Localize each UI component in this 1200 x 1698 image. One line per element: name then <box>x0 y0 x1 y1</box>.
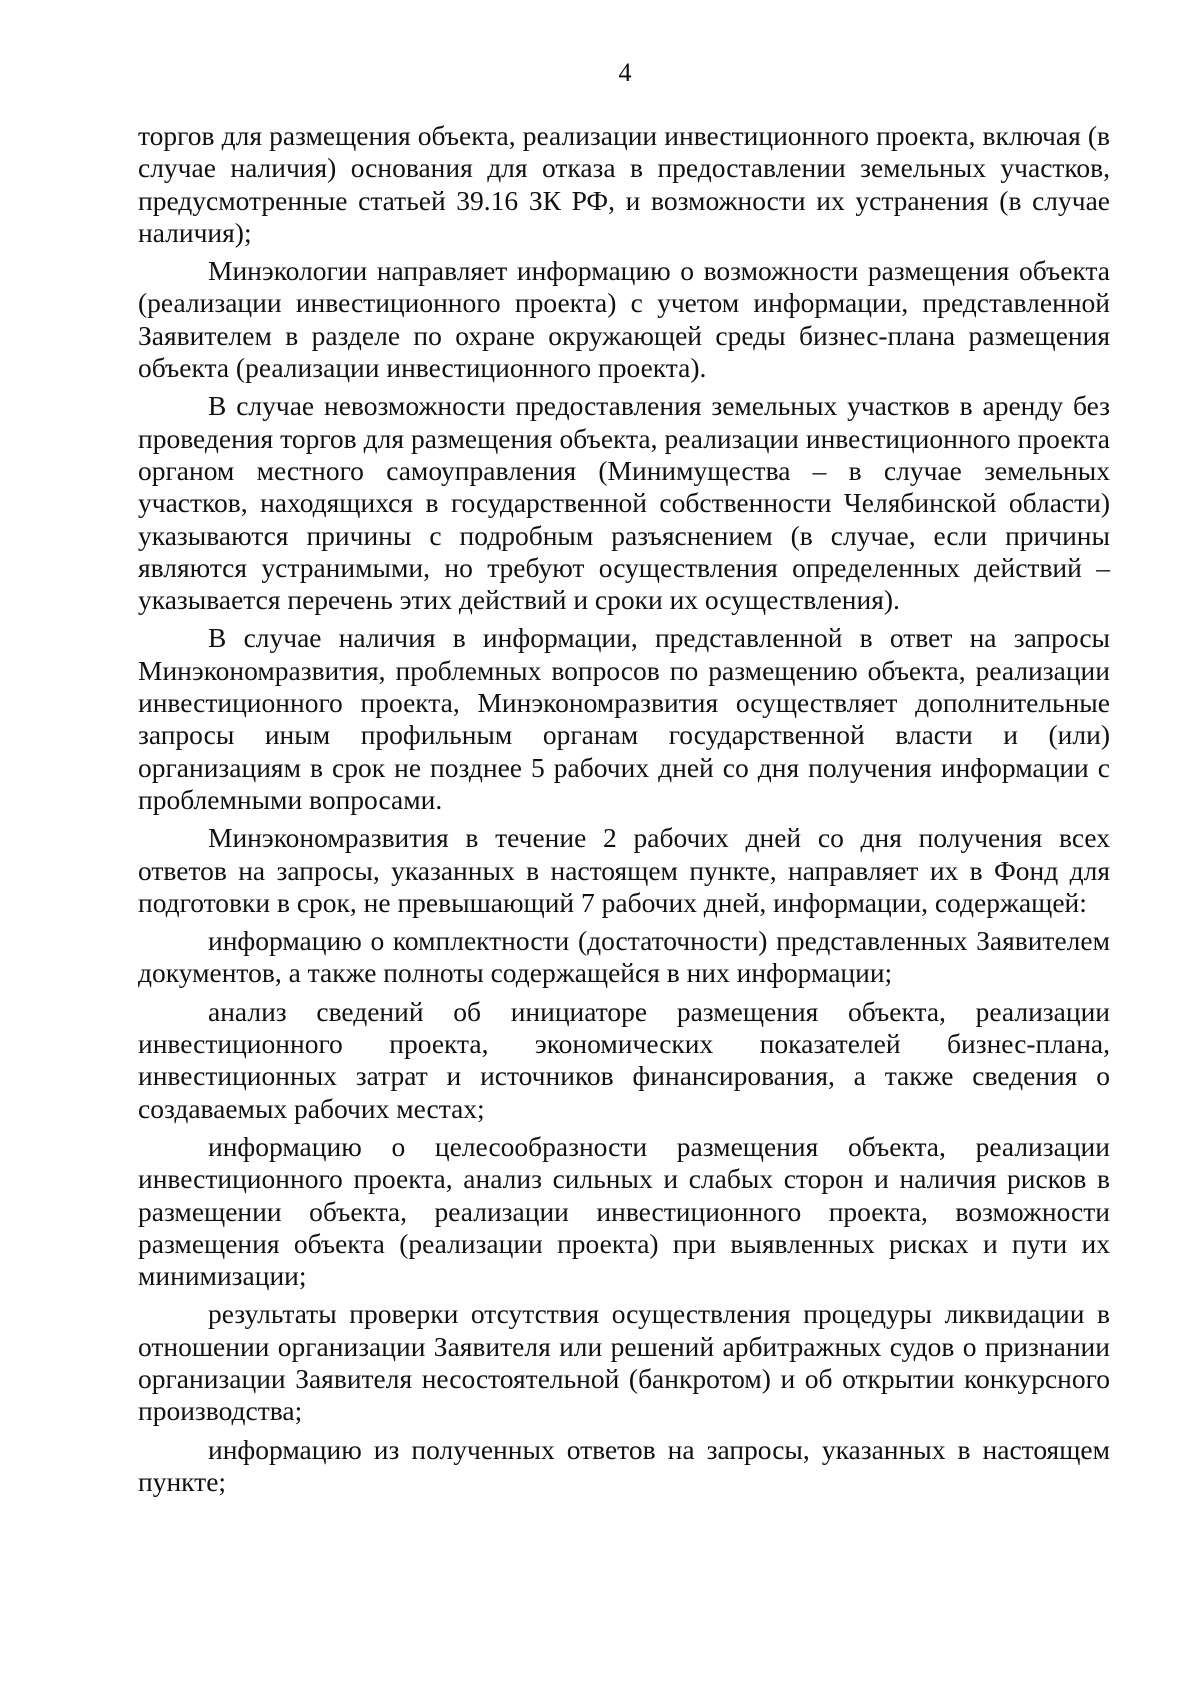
paragraph-5: Минэкономразвития в течение 2 рабочих дней со дня получения всех ответов на запросы, указанных в настоящем пункте, направляет их в Фонд для подготовки в срок, не превышающий 7 рабочих дней, информации, содержащей: <box>138 822 1110 918</box>
paragraph-7: анализ сведений об инициаторе размещения объекта, реализации инвестиционного проекта, экономических показателей бизнес-плана, инвестиционных затрат и источников финансирования, а также сведения о создаваемых рабочих местах; <box>138 995 1110 1124</box>
document-body <box>138 120 1110 1498</box>
paragraph-4: В случае наличия в информации, представленной в ответ на запросы Минэкономразвития, проблемных вопросов по размещению объекта, реализации инвестиционного проекта, Минэкономразвития осуществляет дополнительные запросы иным профильным органам государственной власти и (или) организациям в срок не позднее 5 рабочих дней со дня получения информации с проблемными вопросами. <box>138 622 1110 815</box>
paragraph-2: Минэкологии направляет информацию о возможности размещения объекта (реализации инвестиционного проекта) с учетом информации, представленной Заявителем в разделе по охране окружающей среды бизнес-плана размещения объекта (реализации инвестиционного проекта). <box>138 255 1110 384</box>
paragraph-6: информацию о комплектности (достаточности) представленных Заявителем документов, а также полноты содержащейся в них информации; <box>138 925 1110 989</box>
page-number: 4 <box>618 58 632 87</box>
paragraph-1: торгов для размещения объекта, реализации инвестиционного проекта, включая (в случае наличия) основания для отказа в предоставлении земельных участков, предусмотренные статьей 39.16 ЗК РФ, и возможности их устранения (в случае наличия); <box>138 120 1110 248</box>
paragraph-10: информацию из полученных ответов на запросы, указанных в настоящем пункте; <box>138 1433 1110 1497</box>
paragraph-9: результаты проверки отсутствия осуществления процедуры ликвидации в отношении организации Заявителя или решений арбитражных судов о признании организации Заявителя несостоятельной (банкротом) и об открытии конкурсного производства; <box>138 1298 1110 1427</box>
paragraph-8: информацию о целесообразности размещения объекта, реализации инвестиционного проекта, анализ сильных и слабых сторон и наличия рисков в размещении объекта, реализации инвестиционного проекта, возможности размещения объекта (реализации проекта) при выявленных рисках и пути их минимизации; <box>138 1130 1110 1292</box>
paragraph-3: В случае невозможности предоставления земельных участков в аренду без проведения торгов для размещения объекта, реализации инвестиционного проекта органом местного самоуправления (Минимущества – в случае земельных участков, находящихся в государственной собственности Челябинской области) указываются причины с подробным разъяснением (в случае, если причины являются устранимыми, но требуют осуществления определенных действий – указывается перечень этих действий и сроки их осуществления). <box>138 390 1110 616</box>
